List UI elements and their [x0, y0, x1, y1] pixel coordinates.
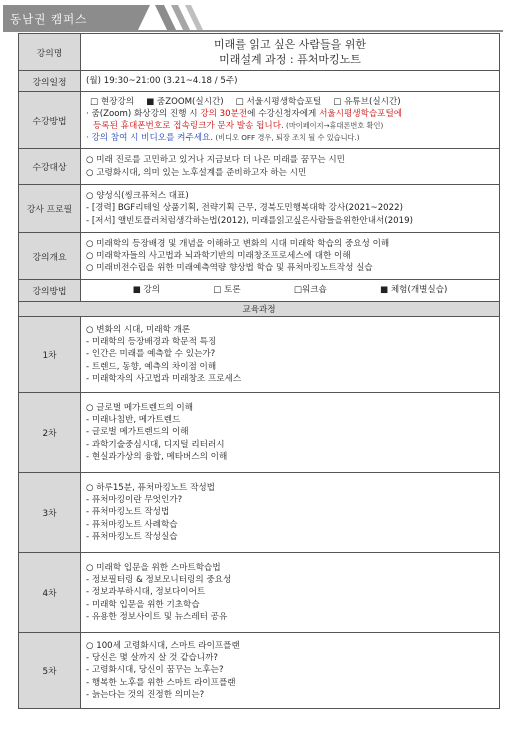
- session-item: - 미래학의 등장배경과 학문적 특징: [86, 337, 217, 348]
- instructor-item: ○ 양성식(씽크퓨처스 대표): [86, 191, 189, 202]
- method-option-zoom: ■ 줌ZOOM(실시간): [146, 96, 224, 107]
- session-item: - 미래학자의 사고법과 미래창조 프로세스: [86, 373, 242, 384]
- session-item: - 미래학 입문을 위한 기초학습: [86, 599, 200, 610]
- session-5-cell: [81, 633, 500, 709]
- target-label: 수강대상: [19, 149, 81, 185]
- session-2-cell: [81, 393, 500, 473]
- lecture-option: ■ 강의: [132, 285, 161, 296]
- session-item: - 늙는다는 것의 진정한 의미는?: [86, 689, 205, 700]
- course-title: [81, 34, 500, 71]
- session-item: ○ 글로벌 메가트렌드의 이해: [86, 402, 194, 413]
- session-label: 4차: [19, 553, 81, 633]
- method-note-1f: (마이페이지→휴대폰번호 확인): [283, 121, 384, 130]
- session-item: - 정보과부하시대, 정보다이어트: [86, 587, 206, 598]
- instructor-item: - [저서] 앨빈토플러처럼생각하는법(2012), 미래를읽고싶은사람들을위한안내서(2019): [86, 215, 413, 226]
- campus-title: 동남권 캠퍼스: [10, 12, 88, 26]
- session-label: 1차: [19, 317, 81, 393]
- session-label: 5차: [19, 633, 81, 709]
- method-cell: [81, 92, 500, 149]
- target-item: ○ 미래 진로를 고민하고 있거나 지금보다 더 나은 미래를 꿈꾸는 시민: [86, 155, 345, 166]
- method-note-1b: 강의 30분전: [200, 108, 248, 119]
- experience-option: ■ 체험(개별실습): [380, 285, 448, 296]
- method-note-2: [86, 132, 494, 144]
- overview-item: ○ 미래학자들의 사고법과 뇌과학기반의 미래창조프로세스에 대한 이해: [86, 250, 351, 261]
- session-item: - 유용한 정보사이트 및 뉴스레터 공유: [86, 611, 228, 622]
- campus-header: [3, 5, 503, 32]
- session-item: ○ 100세 고령화시대, 스마트 라이프플랜: [86, 640, 240, 651]
- method-note-1: [86, 108, 494, 120]
- overview-item: ○ 미래비전수립을 위한 미래예측역량 향상법 학습 및 퓨처마킹노트작성 실습: [86, 263, 373, 274]
- method-note-1a: · 줌(Zoom) 화상강의 진행 시: [86, 108, 201, 119]
- method-note-2a: · 강의 참여 시 비디오를 켜주세요.: [86, 133, 214, 144]
- overview-cell: [81, 233, 500, 280]
- session-item: - 트렌드, 동향, 예측의 차이점 이해: [86, 361, 217, 372]
- course-name-label: 강의명: [19, 34, 81, 71]
- lecture-method-label: 강의방법: [19, 280, 81, 302]
- session-item: - 고령화시대, 당신이 꿈꾸는 노후는?: [86, 665, 224, 676]
- session-item: - 당신은 몇 살까지 살 것 같습니까?: [86, 653, 218, 664]
- method-note-1-cont: [86, 120, 494, 132]
- session-1-cell: [81, 317, 500, 393]
- target-cell: [81, 149, 500, 185]
- method-note-1e: 등록된 휴대폰번호로 접속링크가 문자 발송 됩니다.: [93, 121, 284, 131]
- method-option-youtube: □ 유튜브(실시간): [333, 96, 401, 107]
- session-item: - 글로벌 메가트렌드의 이해: [86, 427, 189, 438]
- session-item: ○ 미래학 입문을 위한 스마트학습법: [86, 562, 221, 573]
- course-title-line2: 미래설계 과정 : 퓨처마킹노트: [219, 53, 361, 66]
- header-rule: [3, 30, 503, 32]
- session-label: 3차: [19, 473, 81, 553]
- discussion-option: □ 토론: [213, 285, 241, 296]
- method-label: 수강방법: [19, 92, 81, 149]
- course-table: [18, 33, 500, 709]
- curriculum-header: 교육과정: [19, 302, 500, 317]
- session-3-cell: [81, 473, 500, 553]
- schedule-label: 강의일정: [19, 71, 81, 92]
- header-stripes: [155, 5, 225, 32]
- overview-item: ○ 미래학의 등장배경 및 개념을 이해하고 변화의 시대 미래학 학습의 중요성 이해: [86, 238, 390, 249]
- session-4-cell: [81, 553, 500, 633]
- session-item: - 인간은 미래를 예측할 수 있는가?: [86, 349, 216, 360]
- target-item: ○ 고령화시대, 의미 있는 노후설계를 준비하고자 하는 시민: [86, 167, 307, 178]
- session-item: - 현실과가상의 융합, 메타버스의 이해: [86, 451, 228, 462]
- lecture-method-cell: [81, 280, 500, 302]
- method-note-2b: (비디오 OFF 경우, 퇴장 조치 될 수 있습니다.): [213, 133, 360, 143]
- schedule-value: (월) 19:30~21:00 (3.21~4.18 / 5주): [81, 71, 500, 92]
- session-label: 2차: [19, 393, 81, 473]
- session-item: - 퓨처마킹이란 무엇인가?: [86, 495, 183, 506]
- instructor-item: - [경력] BGF리테일 상품기획, 전략기획 근무, 경북도민행복대학 강사(2021~2022): [86, 203, 403, 214]
- session-item: - 행복한 노후를 위한 스마트 라이프플랜: [86, 677, 236, 688]
- method-option-onsite: □ 현장강의: [90, 96, 135, 107]
- method-option-portal: □ 서울시평생학습포털: [235, 96, 322, 107]
- instructor-cell: [81, 185, 500, 233]
- session-item: - 정보필터링 & 정보모니터링의 중요성: [86, 575, 232, 586]
- course-title-line1: 미래를 읽고 싶은 사람들을 위한: [213, 37, 367, 51]
- session-item: - 퓨처마킹노트 사례학습: [86, 519, 178, 530]
- session-item: - 과학기술중심시대, 디지털 리터러시: [86, 439, 225, 450]
- session-item: - 퓨처마킹노트 작성법: [86, 507, 170, 518]
- overview-label: 강의개요: [19, 233, 81, 280]
- instructor-label: 강사 프로필: [19, 185, 81, 233]
- session-item: - 퓨처마킹노트 작성실습: [86, 531, 178, 542]
- method-note-1d: 서울시평생학습포털에: [319, 108, 403, 119]
- session-item: ○ 변화의 시대, 미래학 개론: [86, 324, 191, 335]
- method-note-1c: 에 수강신청자에게: [247, 108, 320, 119]
- workshop-option: □워크숍: [293, 285, 327, 296]
- session-item: - 미래나침반, 메가트렌드: [86, 415, 181, 426]
- session-item: ○ 하루15분, 퓨처마킹노트 작성법: [86, 482, 215, 493]
- campus-tab: [3, 5, 137, 32]
